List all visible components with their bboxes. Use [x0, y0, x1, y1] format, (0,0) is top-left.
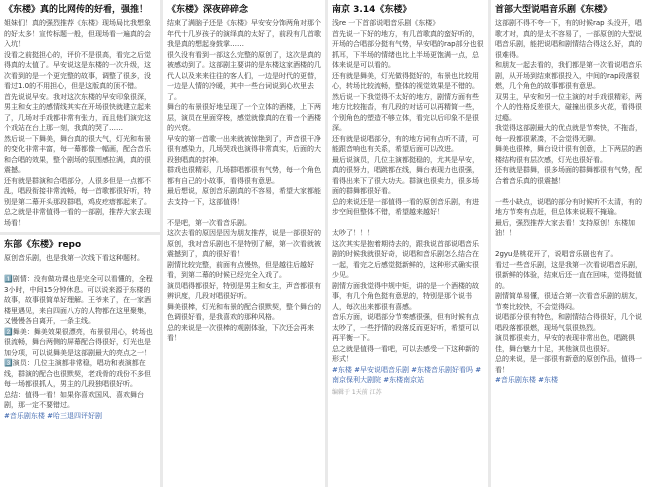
post-title: 《东楼》深夜碎碎念 — [167, 5, 249, 15]
post-title: 南京 3.14《东楼》 — [332, 5, 412, 15]
review-post — [167, 4, 321, 344]
post-body: 浅re 一下首部说唱音乐剧《东楼》 首先说一下好的地方，有几首歌真的蛮好听的，开场的合唱部分挺有气势，早安唱的rap部分也很抓耳，下半场的情绪也比上半场更饱满一点，总体来说是可以看的。 还有就是舞美，灯光做得挺好的，布景也比较用心，转场比较流畅，整体的视觉效果是不错的。 然后说一下我觉得不太好的地方，剧情方面有些地方比较拖沓，有几段的对话可以再精简一些，个别角色的塑造不够立体，看完以后印象不是很深。 还有就是说唱部分，有的地方词有点听不清，可能跟音响也有关系，希望后面可以改进。 最后说演员，几位主演都挺稳的，尤其是早安，真的很努力，唱跳都在线，舞台表现力也很强，看得出来下了很大功夫。群演也很卖力，很多场面的群舞都很好看。 总的来说还是一部值得一看的原创音乐剧，有进步空间但整体不错，希望越来越好！ 太吵了！！！ 这次其实是抱着期待去的，跟我说首部说唱音乐剧的时候我就很好奇，说唱和音乐剧怎么结合在一起，看完之后感觉挺新鲜的，这种形式确实很少见。 剧情方面我觉得中规中矩，讲的是一个酒楼的故事，有几个角色挺有意思的，特别是那个说书人，每次出来都很有喜感。 音乐方面，说唱部分节奏感很强，但有时候有点太吵了，一些抒情的段落反而更好听，希望可以再平衡一下。 总之就是值得一看吧，可以去感受一下这种新的形式！ — [332, 19, 484, 363]
review-column-1 — [0, 0, 160, 487]
review-post — [495, 4, 646, 386]
review-post — [332, 4, 484, 397]
post-body: 原创音乐剧，也是我第一次线下看这种题材。 1️⃣剧情：没有做功课也是完全可以看懂的，全程3小时，中间15分钟休息。可以说来源于东楼的故事，故事很简单好理解。王爷来了，在一家酒楼里遇见，来自四面八方的人物都在这里聚集，又慢慢各自离开，一条主线。 2️⃣舞美：舞美效果很漂亮，布景很用心，转场也很流畅，舞台两侧的屏幕配合得很好，灯光也是加分项，可以说舞美是这部剧最大的亮点之一！ 3️⃣演员：几位主演都非常稳，唱功和表演都在线，群演的配合也很默契，老戏骨的戏份不多但每一场都很抓人，男主的几段独唱很好听。 总结：值得一看！如果你喜欢国风、喜欢舞台剧，那一定不要错过。 — [4, 254, 153, 409]
post-hashtags[interactable]: #音乐剧东楼 #哈三退四评好剧 — [4, 411, 102, 420]
post-body: 姐妹们！真的强烈推荐《东楼》现场局比我想象的好太多！宣传标题一般，但现场看一遍真的会入坑！ 没看之前挺担心的，评价不是很高，看完之后觉得真的太值了。早安说这是东楼的一次升级，这次看到的是一个更完整的故事，调整了很多，没看过1.0的不用担心，但是这版真的顶不错。 首先说说早安。我对这次东楼的早安印象很深，男主和女主的感情线其实在开场很快就建立起来了，几场对手戏都非常有张力，而且他们演完这个戏站在台上那一刻，我真的哭了…… 然后说一下舞美，舞台真的很大气，灯光和布景的变化非常丰富，每一幕都像一幅画，配合音乐和合唱的效果，整个剧场的氛围感拉满，真的很震撼。 还有就是群演和合唱部分，人很多但是一点都不乱，唱段衔接非常流畅，每一首歌都很好听，特别是第二幕开头那段群唱，鸡皮疙瘩都起来了。 总之就是非常值得一看的一部剧，推荐大家去现场看！ — [4, 19, 151, 227]
post-title: 首部大型说唱音乐剧《东楼》 — [495, 5, 613, 15]
post-divider — [0, 232, 160, 235]
review-column-2 — [163, 0, 325, 487]
post-hashtags[interactable]: #东楼 #早安说唱音乐剧 #东楼音乐剧好看吗 #南京保利大剧院 #东楼南京站 — [332, 365, 482, 384]
post-body: 结束了满脑子还是《东楼》早安安分饰两角对那个年代十几岁孩子的演绎真的太好了，前段有几首歌我是真的想起身鼓掌…… 很久没有看到一部这么完整的原创了，这次是真的被感动到了。这部剧主要讲的是东楼这家酒楼的几代人以及来来往往的客人们，一边是时代的更替，一边是人情的冷暖，其中一些台词说到心坎里去了。 舞台的布景很好地呈现了一个立体的酒楼，上下两层，演员在里面穿梭，感觉就像真的在看一个酒楼的兴衰。 早安的第一首歌一出来就被惊艳到了，声音很干净很有感染力，几场哭戏也演得非常真实，后面的大段独唱真的封神。 群戏也很精彩，几场群唱都很有气势，每一个角色都有自己的小故事，看得很有意思。 最后想说，原创音乐剧真的不容易，希望大家都能去支持一下，这部值得！ 不是吧，第一次看音乐剧。 这次去看的原因是因为朋友推荐，说是一部很好的原创，我对音乐剧也不是特别了解，第一次看就被震撼到了，真的很好看！ 剧情比较完整，前面有点慢热，但是越往后越好看，到第二幕的时候已经完全入戏了。 演员唱得都很好，特别是男主和女主，声音都很有辨识度，几段对唱很好听。 舞美很棒，灯光和布景的配合很默契，整个舞台的色调很好看，是我喜欢的那种风格。 总的来说是一次很棒的观剧体验，下次还会再来看！ — [167, 19, 321, 342]
review-column-3 — [328, 0, 488, 487]
post-title: 东部《东楼》repo — [4, 240, 82, 250]
post-hashtags[interactable]: #音乐剧东楼 #东楼 — [495, 376, 558, 384]
post-title: 《东楼》真的比网传的好看，强推！ — [4, 5, 149, 15]
review-post — [4, 4, 156, 228]
post-meta: 编辑于 1天前 江苏 — [332, 388, 382, 396]
review-column-4 — [491, 0, 650, 487]
post-body: 这部剧不得不夸一下，有的时候rap 头没开，唱歌才对，真的是太不容易了，一部原创的大型说唱音乐剧，能把说唱和剧情结合得这么好，真的很难得。 和朋友一起去看的，我们都是第一次看说唱音乐剧，从开场到结束都很投入，中间的rap段落很燃，几个角色的故事都很有意思。 双男主，早安和另一位主演的对手戏很精彩，两个人的性格反差很大，碰撞出很多火花，看得很过瘾。 我觉得这部剧最大的优点就是节奏快，不拖沓，每一段都很紧凑，不会觉得无聊。 舞美也很棒，舞台设计很有创意，上下两层的酒楼结构很有层次感，灯光也很好看。 还有就是群舞，很多场面的群舞都很有气势，配合着音乐真的很震撼！ 一些小缺点，说唱的部分有时候听不太清，有的地方节奏有点赶，但总体来说瑕不掩瑜。 最后，强烈推荐大家去看！支持原创！东楼加油！！ 2gyu是桃花开了，说唱音乐剧也有了。 看过一些音乐剧，这是我第一次看说唱音乐剧，很新鲜的体验，结束后还一直在回味，觉得挺值的。 剧情简单易懂，很适合第一次看音乐剧的朋友，节奏比较快，不会觉得闷。 说唱部分很有特色，和剧情结合得很好，几个说唱段落都很燃，现场气氛很热烈。 演员都很卖力，早安的表现非常出色，唱跳俱佳，舞台魅力十足，其他演员也很好。 总的来说，是一部很有新意的原创作品，值得一看！ — [495, 19, 642, 374]
review-post — [4, 239, 156, 421]
